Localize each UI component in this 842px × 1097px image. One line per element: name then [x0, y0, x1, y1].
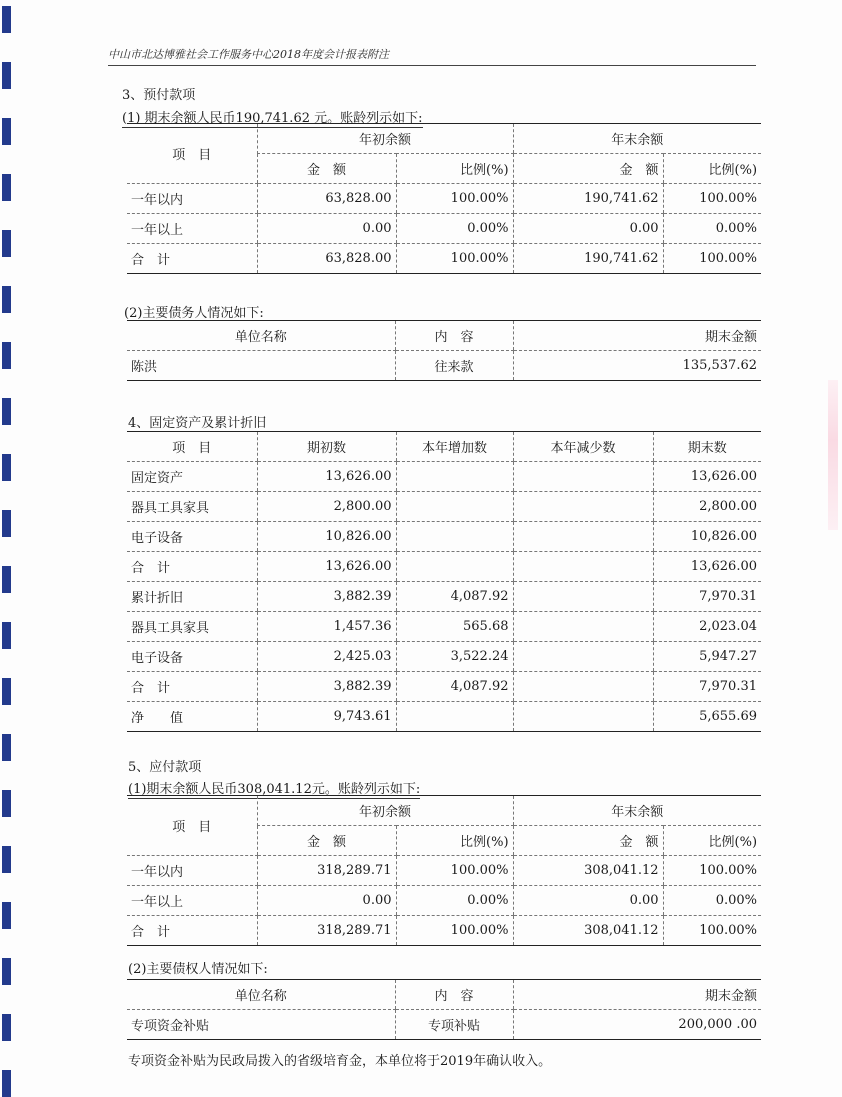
begin-value: 2,800.00 [257, 492, 396, 522]
end-ratio: 0.00% [663, 214, 761, 244]
row-item: 一年以上 [127, 886, 257, 916]
table-row [127, 552, 761, 582]
end-value: 2,800.00 [653, 492, 761, 522]
table-row [127, 214, 761, 244]
increase-value: 4,087.92 [396, 672, 513, 702]
prepayment-aging-table [127, 123, 761, 274]
row-item: 累计折旧 [127, 582, 257, 612]
begin-amount: 318,289.71 [257, 916, 396, 946]
end-amount: 308,041.12 [513, 916, 663, 946]
begin-value: 13,626.00 [257, 462, 396, 492]
col-increase-header: 本年增加数 [396, 432, 513, 462]
end-amount: 0.00 [513, 214, 663, 244]
creditor-content: 专项补贴 [395, 1010, 513, 1040]
row-item: 器具工具家具 [127, 492, 257, 522]
col-name-header: 单位名称 [127, 980, 395, 1010]
end-value: 13,626.00 [653, 552, 761, 582]
creditor-intro: (2)主要债权人情况如下: [128, 962, 268, 977]
row-item: 一年以内 [127, 184, 257, 214]
table-row [127, 672, 761, 702]
binding-hole [2, 678, 11, 705]
end-ratio: 100.00% [663, 184, 761, 214]
col-content-header: 内 容 [395, 980, 513, 1010]
end-value: 7,970.31 [653, 582, 761, 612]
col-amount-header: 金 额 [257, 826, 396, 856]
table-row [127, 351, 761, 381]
table-row [127, 244, 761, 274]
end-value: 5,655.69 [653, 702, 761, 732]
col-begin-header: 年初余额 [257, 796, 513, 826]
row-item: 电子设备 [127, 642, 257, 672]
increase-value: 3,522.24 [396, 642, 513, 672]
end-amount: 190,741.62 [513, 244, 663, 274]
binding-hole [2, 398, 11, 425]
debtor-table [127, 320, 761, 381]
binding-hole [2, 1014, 11, 1041]
increase-value [396, 522, 513, 552]
begin-ratio: 100.00% [396, 244, 513, 274]
col-item-header: 项 目 [127, 124, 257, 184]
binding-hole [2, 118, 11, 145]
col-amount-header: 金 额 [513, 826, 663, 856]
end-ratio: 100.00% [663, 916, 761, 946]
table-row [127, 582, 761, 612]
increase-value [396, 492, 513, 522]
fixed-assets-table [127, 431, 761, 732]
binding-hole [2, 342, 11, 369]
binding-hole [2, 846, 11, 873]
binding-hole [2, 622, 11, 649]
begin-value: 13,626.00 [257, 552, 396, 582]
decrease-value [513, 672, 653, 702]
table-row [127, 886, 761, 916]
row-item: 固定资产 [127, 462, 257, 492]
decrease-value [513, 642, 653, 672]
row-item: 合 计 [127, 916, 257, 946]
increase-value [396, 702, 513, 732]
col-ratio-header: 比例(%) [663, 154, 761, 184]
col-content-header: 内 容 [395, 321, 513, 351]
end-value: 13,626.00 [653, 462, 761, 492]
begin-ratio: 0.00% [396, 886, 513, 916]
footnote: 专项资金补贴为民政局拨入的省级培育金，本单位将于2019年确认收入。 [128, 1054, 552, 1069]
increase-value: 565.68 [396, 612, 513, 642]
debtor-content: 往来款 [395, 351, 513, 381]
table-row [127, 702, 761, 732]
table-row [127, 184, 761, 214]
col-ratio-header: 比例(%) [663, 826, 761, 856]
binding-hole [2, 958, 11, 985]
binding-hole [2, 454, 11, 481]
decrease-value [513, 612, 653, 642]
decrease-value [513, 522, 653, 552]
col-amount-header: 期末金额 [513, 321, 761, 351]
col-end-header: 年末余额 [513, 796, 761, 826]
begin-amount: 0.00 [257, 886, 396, 916]
page-stain [828, 380, 838, 530]
begin-amount: 63,828.00 [257, 184, 396, 214]
begin-value: 10,826.00 [257, 522, 396, 552]
table-row [127, 522, 761, 552]
debtor-intro: (2)主要债务人情况如下: [124, 306, 264, 321]
begin-value: 3,882.39 [257, 582, 396, 612]
decrease-value [513, 462, 653, 492]
table-row [127, 1010, 761, 1040]
end-ratio: 100.00% [663, 244, 761, 274]
col-end-header: 期末数 [653, 432, 761, 462]
binding-holes [0, 0, 12, 1089]
end-ratio: 0.00% [663, 886, 761, 916]
end-ratio: 100.00% [663, 856, 761, 886]
binding-hole [2, 174, 11, 201]
end-value: 2,023.04 [653, 612, 761, 642]
begin-amount: 0.00 [257, 214, 396, 244]
binding-hole [2, 566, 11, 593]
table-row [127, 856, 761, 886]
col-item-header: 项 目 [127, 796, 257, 856]
binding-hole [2, 734, 11, 761]
section-4-title: 4、固定资产及累计折旧 [128, 416, 267, 431]
increase-value [396, 462, 513, 492]
col-begin-header: 期初数 [257, 432, 396, 462]
binding-hole [2, 790, 11, 817]
table-row [127, 642, 761, 672]
begin-amount: 318,289.71 [257, 856, 396, 886]
section-5-title: 5、应付款项 [128, 760, 202, 775]
end-amount: 308,041.12 [513, 856, 663, 886]
row-item: 合 计 [127, 672, 257, 702]
page-header: 中山市北达博雅社会工作服务中心2018年度会计报表附注 [108, 46, 756, 66]
table-row [127, 462, 761, 492]
section-3-intro: (1) 期末余额人民币190,741.62 元。账龄列示如下: [122, 107, 423, 128]
increase-value [396, 552, 513, 582]
end-amount: 190,741.62 [513, 184, 663, 214]
binding-hole [2, 902, 11, 929]
increase-value: 4,087.92 [396, 582, 513, 612]
binding-hole [2, 1070, 11, 1097]
section-5-intro: (1)期末余额人民币308,041.12元。账龄列示如下: [128, 778, 420, 799]
col-name-header: 单位名称 [127, 321, 395, 351]
begin-ratio: 100.00% [396, 184, 513, 214]
begin-value: 9,743.61 [257, 702, 396, 732]
table-row [127, 612, 761, 642]
row-item: 一年以内 [127, 856, 257, 886]
creditor-name: 专项资金补贴 [127, 1010, 395, 1040]
row-item: 一年以上 [127, 214, 257, 244]
end-value: 10,826.00 [653, 522, 761, 552]
debtor-amount: 135,537.62 [513, 351, 761, 381]
end-value: 7,970.31 [653, 672, 761, 702]
row-item: 净 值 [127, 702, 257, 732]
end-value: 5,947.27 [653, 642, 761, 672]
begin-value: 3,882.39 [257, 672, 396, 702]
col-item-header: 项 目 [127, 432, 257, 462]
row-item: 器具工具家具 [127, 612, 257, 642]
begin-ratio: 100.00% [396, 856, 513, 886]
col-amount-header: 金 额 [513, 154, 663, 184]
col-ratio-header: 比例(%) [396, 154, 513, 184]
row-item: 合 计 [127, 552, 257, 582]
end-amount: 0.00 [513, 886, 663, 916]
begin-value: 1,457.36 [257, 612, 396, 642]
decrease-value [513, 552, 653, 582]
binding-hole [2, 62, 11, 89]
decrease-value [513, 582, 653, 612]
table-row [127, 916, 761, 946]
table-row [127, 492, 761, 522]
decrease-value [513, 492, 653, 522]
decrease-value [513, 702, 653, 732]
begin-ratio: 0.00% [396, 214, 513, 244]
section-3-title: 3、预付款项 [122, 88, 196, 103]
col-decrease-header: 本年减少数 [513, 432, 653, 462]
binding-hole [2, 230, 11, 257]
col-amount-header: 期末金额 [513, 980, 761, 1010]
debtor-name: 陈洪 [127, 351, 395, 381]
row-item: 合 计 [127, 244, 257, 274]
col-end-header: 年末余额 [513, 124, 761, 154]
binding-hole [2, 6, 11, 33]
binding-hole [2, 510, 11, 537]
col-amount-header: 金 额 [257, 154, 396, 184]
col-ratio-header: 比例(%) [396, 826, 513, 856]
begin-ratio: 100.00% [396, 916, 513, 946]
row-item: 电子设备 [127, 522, 257, 552]
creditor-table [127, 979, 761, 1040]
begin-amount: 63,828.00 [257, 244, 396, 274]
binding-hole [2, 286, 11, 313]
begin-value: 2,425.03 [257, 642, 396, 672]
payables-aging-table [127, 795, 761, 946]
creditor-amount: 200,000 .00 [513, 1010, 761, 1040]
col-begin-header: 年初余额 [257, 124, 513, 154]
